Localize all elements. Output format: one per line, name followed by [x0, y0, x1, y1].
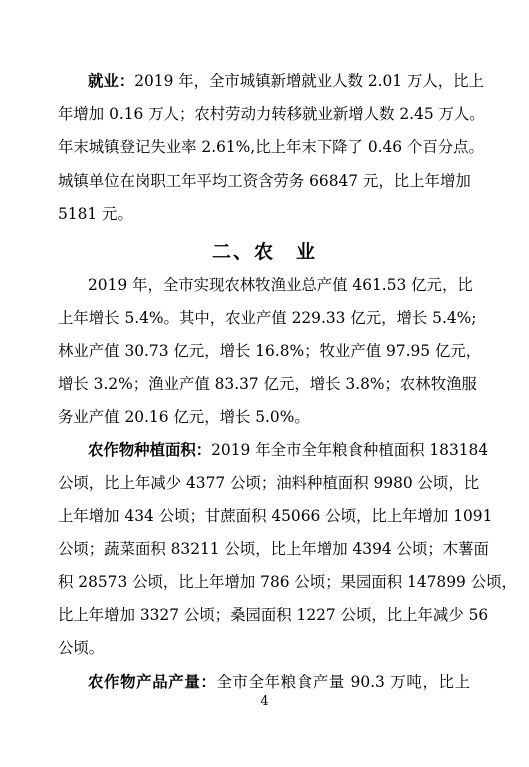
employment-text-1: 2019 年，全市城镇新增就业人数 2.01 万人，比上 [134, 72, 484, 90]
crop-area-heading: 农作物种植面积： [88, 441, 212, 459]
agriculture-line-5: 务业产值 20.16 亿元，增长 5.0%。 [58, 408, 310, 426]
employment-line-5: 5181 元。 [58, 205, 133, 223]
crop-output-text-1: 全市全年粮食产量 90.3 万吨，比上 [216, 673, 470, 691]
crop-output-line-1 [88, 672, 470, 692]
agriculture-line-4: 增长 3.2%；渔业产值 83.37 亿元，增长 3.8%；农林牧渔服 [58, 375, 477, 393]
crop-output-heading: 农作物产品产量： [88, 673, 217, 691]
agriculture-line-1: 2019 年，全市实现农林牧渔业总产值 461.53 亿元，比 [88, 276, 473, 294]
crop-area-line-3: 上年增加 434 公顷；甘蔗面积 45066 公顷，比上年增加 1091 [58, 507, 493, 525]
page-number: 4 [260, 694, 269, 709]
crop-area-line-2: 公顷，比上年减少 4377 公顷；油料种植面积 9980 公顷，比 [58, 474, 480, 492]
employment-line-4: 城镇单位在岗职工年平均工资含劳务 66847 元，比上年增加 [58, 172, 471, 190]
employment-heading: 就业： [88, 72, 135, 90]
crop-area-line-6: 比上年增加 3327 公顷；桑园面积 1227 公顷，比上年减少 56 [58, 606, 489, 624]
employment-line-1 [88, 71, 484, 91]
crop-area-line-1 [88, 440, 489, 460]
employment-line-3: 年末城镇登记失业率 2.61%,比上年末下降了 0.46 个百分点。 [58, 138, 484, 156]
crop-area-line-5: 积 28573 公顷，比上年增加 786 公顷；果园面积 147899 公顷， [58, 573, 517, 591]
agriculture-line-2: 上年增长 5.4%。其中，农业产值 229.33 亿元，增长 5.4%; [58, 309, 477, 327]
employment-line-2: 年增加 0.16 万人；农村劳动力转移就业新增人数 2.45 万人。 [58, 105, 485, 123]
section-title-agriculture: 二、农 业 [211, 241, 317, 263]
crop-area-line-7: 公顷。 [58, 639, 105, 657]
agriculture-line-3: 林业产值 30.73 亿元，增长 16.8%；牧业产值 97.95 亿元， [58, 342, 482, 360]
crop-area-text-1: 2019 年全市全年粮食种植面积 183184 [211, 441, 489, 459]
crop-area-line-4: 公顷；蔬菜面积 83211 公顷，比上年增加 4394 公顷；木薯面 [58, 540, 489, 558]
